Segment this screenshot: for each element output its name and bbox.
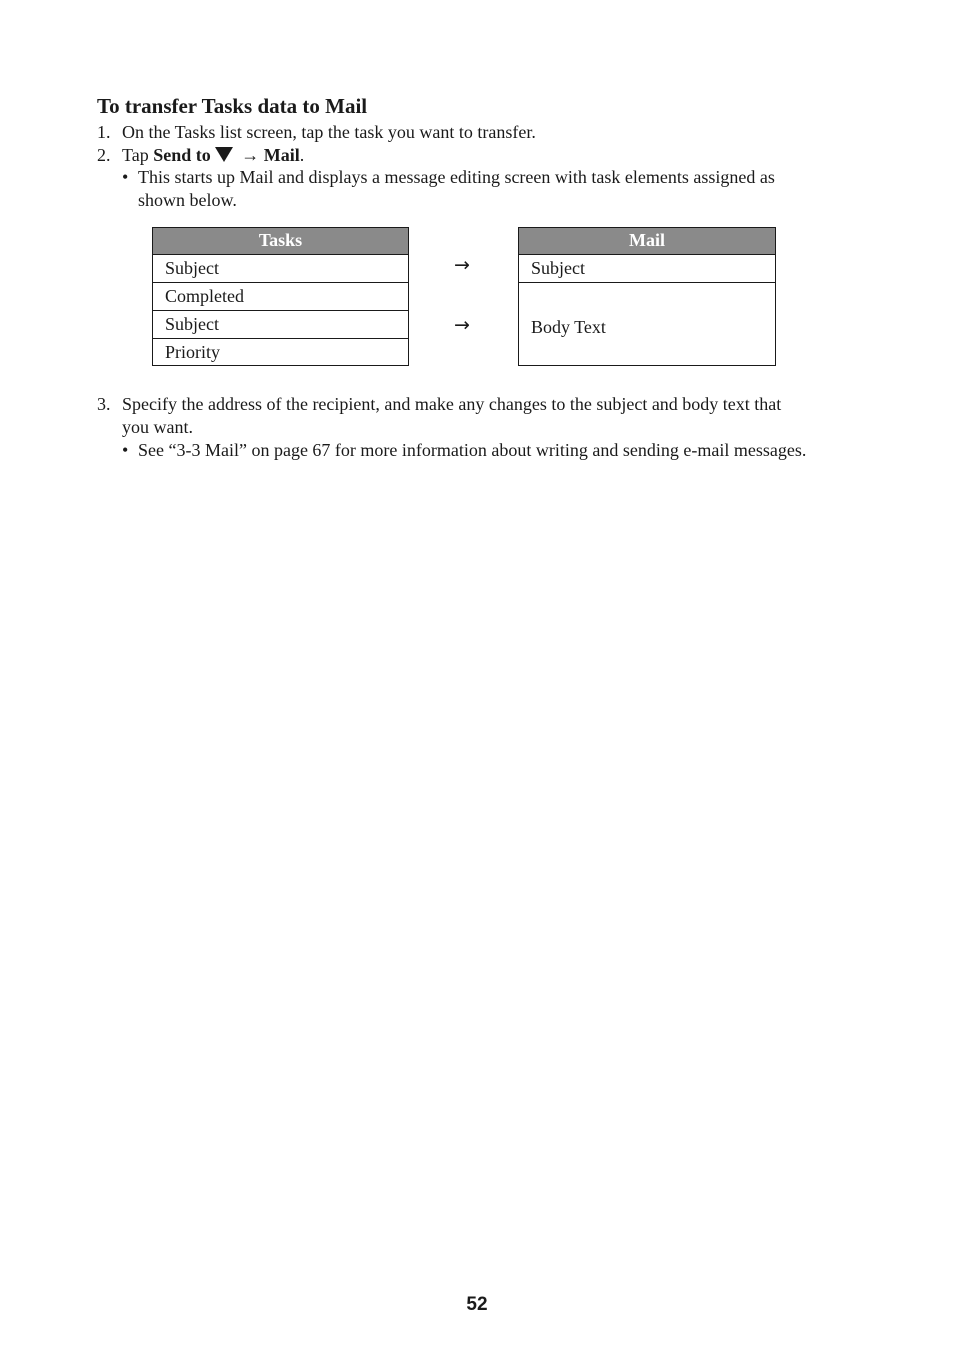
mail-label: Mail	[263, 145, 300, 165]
arrow-symbol: →	[241, 145, 260, 165]
mail-row-body-text: Body Text	[531, 317, 606, 337]
tasks-table	[152, 227, 409, 366]
step-text-suffix: .	[299, 145, 305, 165]
arrow-right-icon: →	[454, 254, 470, 276]
mail-table	[518, 227, 776, 366]
tasks-row-priority: Priority	[165, 342, 221, 362]
step-number: 3.	[97, 394, 111, 414]
send-to-label: Send to	[153, 145, 211, 165]
bullet-text-line-1: This starts up Mail and displays a message editing screen with task elements assigned as	[138, 167, 775, 187]
dropdown-triangle-icon	[215, 147, 233, 162]
step-number: 2.	[97, 145, 111, 165]
step-text-line-2: you want.	[122, 417, 193, 437]
step-text-line-1: Specify the address of the recipient, and make any changes to the subject and body text that	[122, 394, 782, 414]
step-text-prefix: Tap	[122, 145, 154, 165]
arrow-right-icon: →	[454, 314, 470, 336]
bullet-icon: •	[122, 167, 129, 187]
step-text: On the Tasks list screen, tap the task you want to transfer.	[122, 122, 536, 142]
step-number: 1.	[97, 122, 111, 142]
tasks-row-subject: Subject	[153, 255, 408, 283]
bullet-icon: •	[122, 440, 129, 460]
bullet-text: See “3-3 Mail” on page 67 for more information about writing and sending e-mail messages.	[138, 440, 807, 460]
section-title: To transfer Tasks data to Mail	[97, 94, 368, 118]
mail-table-header: Mail	[519, 228, 775, 255]
tasks-row-completed: Completed	[153, 283, 408, 311]
tasks-row-subject-2: Subject	[153, 311, 408, 339]
tasks-table-header: Tasks	[153, 228, 408, 255]
step-text	[122, 144, 304, 166]
page-number: 52	[466, 1294, 488, 1315]
mail-row-subject: Subject	[519, 255, 775, 283]
bullet-text-line-2: shown below.	[138, 190, 237, 210]
